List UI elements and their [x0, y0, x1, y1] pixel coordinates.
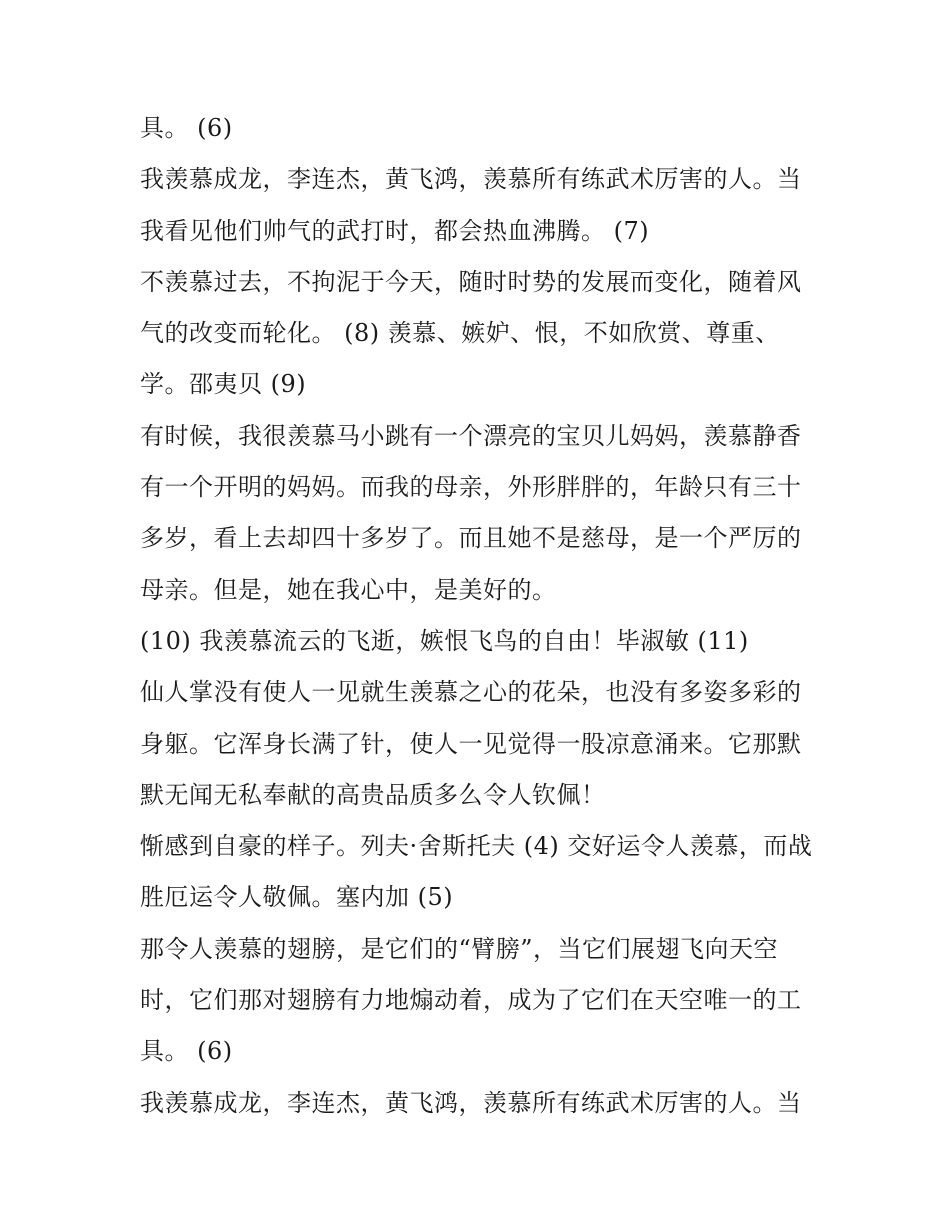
text-line: 我羡慕成龙，李连杰，黄飞鸿，羡慕所有练武术厉害的人。当	[140, 165, 802, 194]
text-line: 多岁，看上去却四十多岁了。而且她不是慈母，是一个严厉的	[140, 524, 802, 553]
text-line: 身躯。它浑身长满了针，使人一见觉得一股凉意涌来。它那默	[140, 729, 802, 758]
text-line: 具。 (6)	[140, 114, 233, 142]
text-line: 不羡慕过去，不拘泥于今天，随时时势的发展而变化，随着风	[140, 267, 802, 296]
text-line: 有一个开明的妈妈。而我的母亲，外形胖胖的，年龄只有三十	[140, 473, 802, 502]
text-line: 仙人掌没有使人一见就生羡慕之心的花朵，也没有多姿多彩的	[140, 678, 802, 707]
document-page	[140, 103, 820, 1129]
text-line: 那令人羡慕的翅膀，是它们的“臂膀”，当它们展翅飞向天空	[140, 934, 779, 963]
text-line: 学。邵夷贝 (9)	[140, 370, 307, 399]
text-line: 具。 (6)	[140, 1037, 233, 1066]
text-line: 胜厄运令人敬佩。塞内加 (5)	[140, 883, 454, 912]
text-line: 母亲。但是，她在我心中，是美好的。	[140, 575, 557, 604]
text-line: 惭感到自豪的样子。列夫·舍斯托夫 (4) 交好运令人羡慕，而战	[140, 832, 813, 861]
text-line: 时，它们那对翅膀有力地煽动着，成为了它们在天空唯一的工	[140, 986, 802, 1015]
text-line: 我羡慕成龙，李连杰，黄飞鸿，羡慕所有练武术厉害的人。当	[140, 1088, 802, 1117]
text-line: 我看见他们帅气的武打时，都会热血沸腾。 (7)	[140, 216, 650, 245]
text-line: 有时候，我很羡慕马小跳有一个漂亮的宝贝儿妈妈，羡慕静香	[140, 421, 802, 450]
text-line: 默无闻无私奉献的高贵品质多么令人钦佩！	[140, 780, 606, 809]
text-line: 气的改变而轮化。 (8) 羡慕、嫉妒、恨，不如欣赏、尊重、	[140, 319, 780, 348]
text-line: (10) 我羡慕流云的飞逝，嫉恨飞鸟的自由！毕淑敏 (11)	[140, 626, 749, 655]
